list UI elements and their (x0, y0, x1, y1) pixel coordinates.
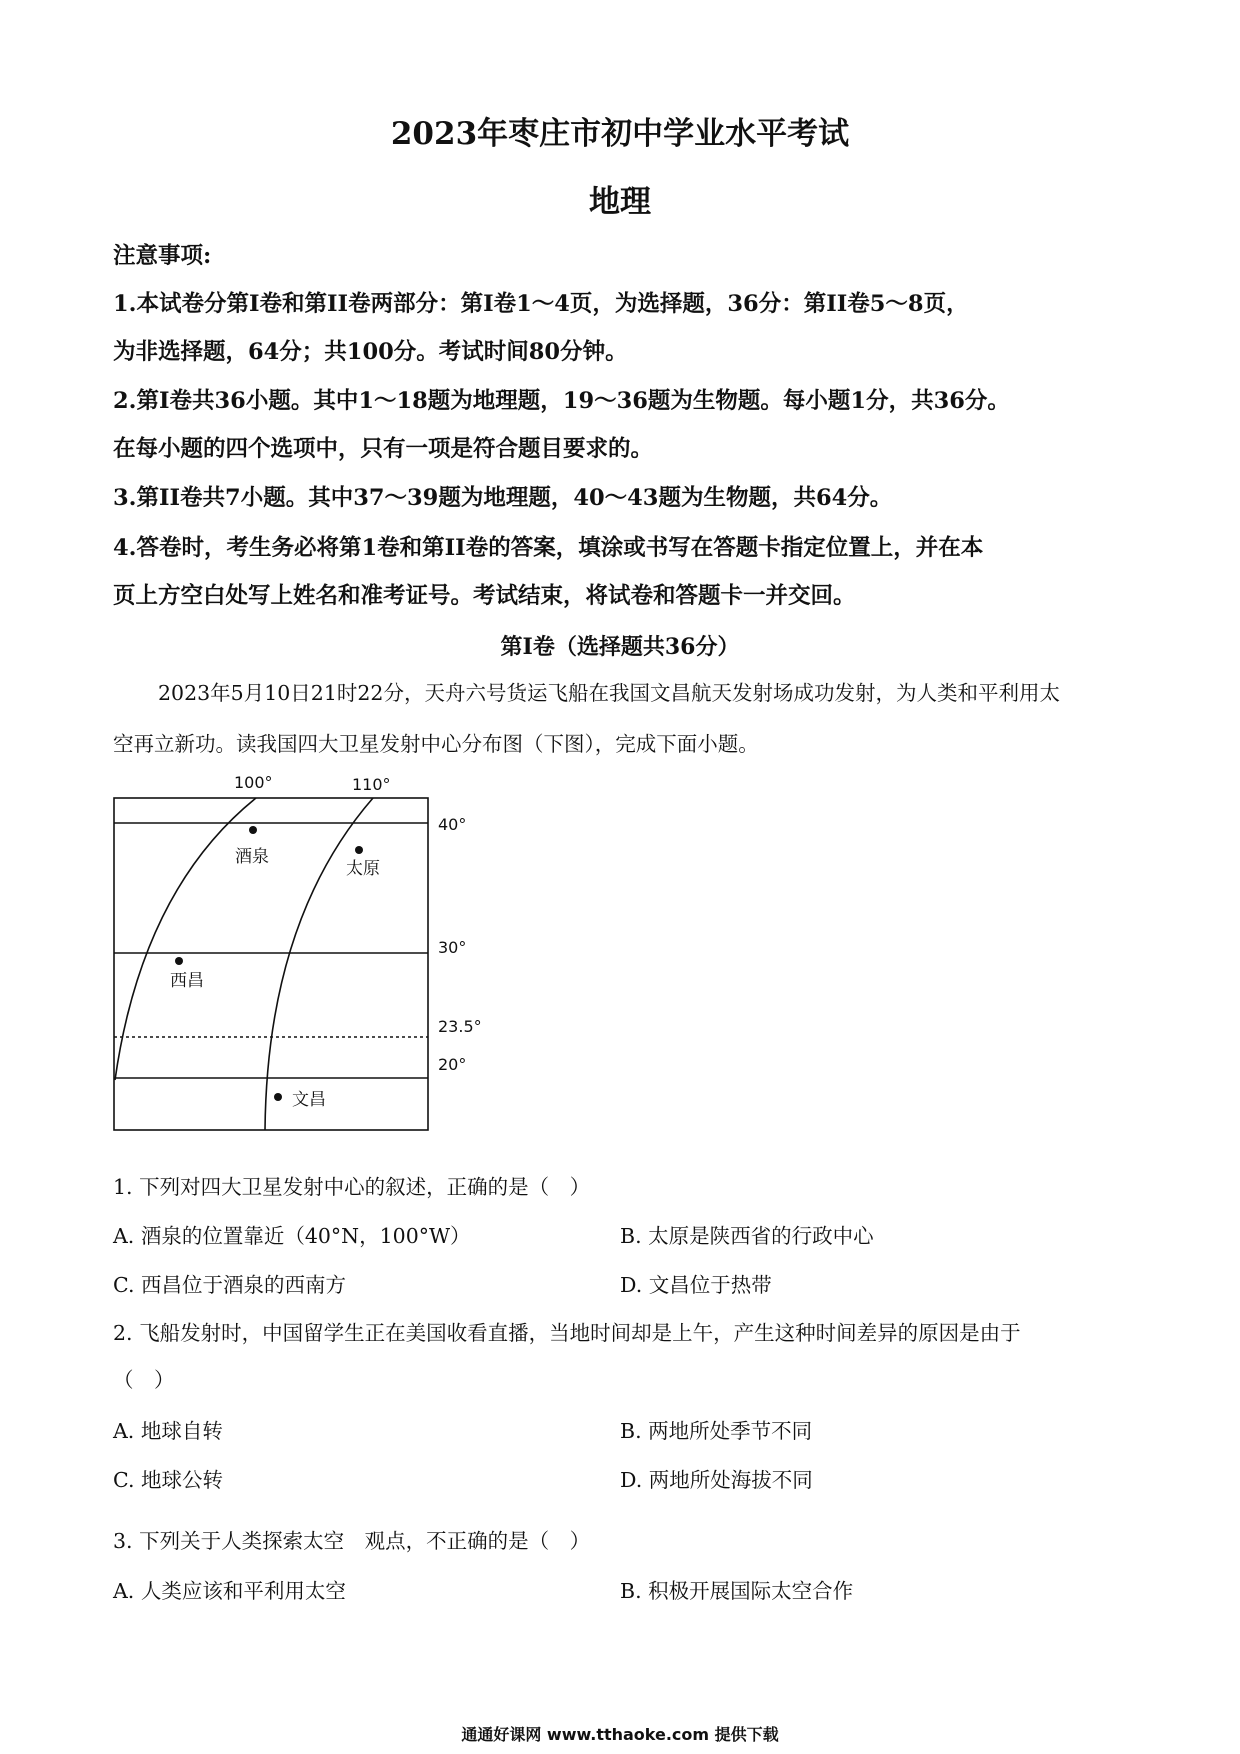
notice-line: 4.答卷时，考生务必将第1卷和第II卷的答案，填涂或书写在答题卡指定位置上，并在本 (113, 535, 984, 561)
notice-line: 页上方空白处写上姓名和准考证号。考试结束，将试卷和答题卡一并交回。 (113, 583, 856, 609)
site-label-jiuquan: 酒泉 (235, 847, 269, 867)
question-2-option-b: B. 两地所处季节不同 (620, 1419, 813, 1443)
question-1-stem: 1. 下列对四大卫星发射中心的叙述，正确的是（ ） (113, 1175, 591, 1199)
intro-line: 2023年5月10日21时22分，天舟六号货运飞船在我国文昌航天发射场成功发射，为人类和平利用太 (158, 681, 1060, 705)
question-3-option-b: B. 积极开展国际太空合作 (620, 1579, 854, 1603)
question-3-stem: 3. 下列关于人类探索太空 观点，不正确的是（ ） (113, 1529, 591, 1553)
map-frame (114, 798, 428, 1130)
intro-line: 空再立新功。读我国四大卫星发射中心分布图（下图），完成下面小题。 (113, 732, 759, 756)
site-dot-jiuquan (249, 826, 257, 834)
latitude-label: 30° (438, 938, 467, 957)
longitude-label: 110° (352, 775, 391, 794)
notice-line: 1.本试卷分第Ⅰ卷和第II卷两部分：第Ⅰ卷1～4页，为选择题，36分：第II卷5～8页， (113, 291, 969, 317)
question-3-option-a: A. 人类应该和平利用太空 (113, 1579, 346, 1603)
site-label-taiyuan: 太原 (346, 859, 380, 879)
notice-line: 在每小题的四个选项中，只有一项是符合题目要求的。 (113, 436, 654, 462)
launch-center-map (100, 770, 520, 1150)
notice-line: 3.第II卷共7小题。其中37～39题为地理题，40～43题为生物题，共64分。 (113, 485, 893, 511)
site-dot-xichang (175, 957, 183, 965)
longitude-label: 100° (234, 773, 273, 792)
site-dot-taiyuan (355, 846, 363, 854)
subject-title: 地理 (589, 184, 651, 220)
latitude-label: 23.5° (438, 1017, 482, 1036)
question-1-option-a: A. 酒泉的位置靠近（40°N，100°W） (113, 1224, 471, 1248)
site-label-wenchang: 文昌 (292, 1090, 326, 1110)
question-2-option-a: A. 地球自转 (113, 1419, 223, 1443)
notice-line: 2.第Ⅰ卷共36小题。其中1～18题为地理题，19～36题为生物题。每小题1分，共36分。 (113, 388, 1010, 414)
page-footer: 通通好课网 www.tthaoke.com 提供下载 (461, 1725, 779, 1744)
notice-heading: 注意事项: (113, 243, 212, 269)
latitude-label: 20° (438, 1055, 467, 1074)
question-2-option-c: C. 地球公转 (113, 1468, 223, 1492)
question-1-option-c: C. 西昌位于酒泉的西南方 (113, 1273, 346, 1297)
site-dot-wenchang (274, 1093, 282, 1101)
section-heading: 第Ⅰ卷（选择题共36分） (500, 634, 740, 660)
question-2-stem: 2. 飞船发射时，中国留学生正在美国收看直播，当地时间却是上午，产生这种时间差异的原因是由于 (113, 1321, 1021, 1345)
question-2-option-d: D. 两地所处海拔不同 (620, 1468, 813, 1492)
question-1-option-b: B. 太原是陕西省的行政中心 (620, 1224, 874, 1248)
notice-line: 为非选择题，64分；共100分。考试时间80分钟。 (113, 339, 628, 365)
latitude-label: 40° (438, 815, 467, 834)
question-2-stem-cont: （ ） (113, 1368, 175, 1392)
exam-title: 2023年枣庄市初中学业水平考试 (390, 116, 850, 152)
question-1-option-d: D. 文昌位于热带 (620, 1273, 772, 1297)
site-label-xichang: 西昌 (170, 971, 204, 991)
